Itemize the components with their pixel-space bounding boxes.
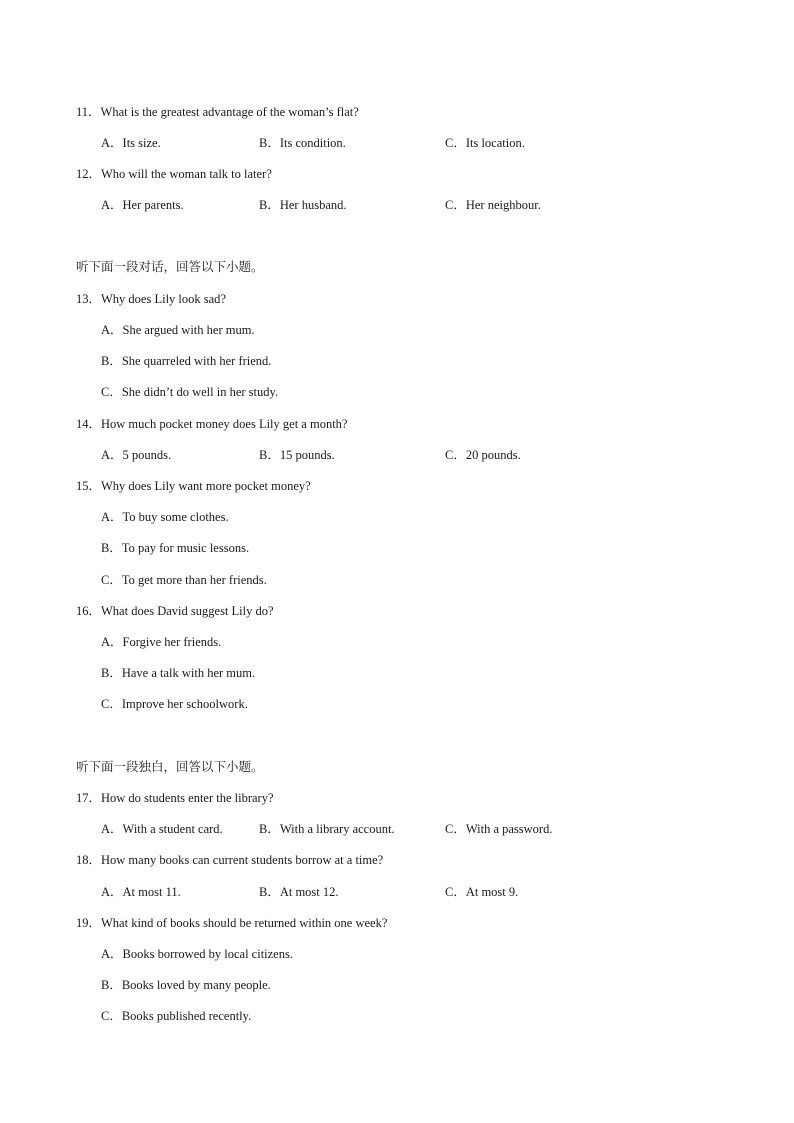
option-c: C．Improve her schoolwork. [101,697,248,711]
question-prompt: 17．How do students enter the library? [76,791,274,805]
question-prompt: 15．Why does Lily want more pocket money? [76,479,311,493]
option-a: A．She argued with her mum. [101,323,255,337]
option-b: B．To pay for music lessons. [101,541,250,555]
option-c: C．To get more than her friends. [101,573,267,587]
option-c: C．20 pounds. [445,448,521,462]
option-b: B．At most 12. [259,885,339,899]
option-c: C．At most 9. [445,885,519,899]
section-heading: 听下面一段对话，回答以下小题。 [76,259,264,274]
option-a: A．Her parents. [101,198,184,212]
question-prompt: 13．Why does Lily look sad? [76,292,226,306]
option-a: A．With a student card. [101,822,223,836]
option-a: A．Its size. [101,136,161,150]
section-heading: 听下面一段独白，回答以下小题。 [76,759,264,774]
option-c: C．She didn’t do well in her study. [101,385,279,399]
option-b: B．Its condition. [259,136,346,150]
question-prompt: 11．What is the greatest advantage of the woman’s flat? [76,105,359,119]
question-prompt: 16．What does David suggest Lily do? [76,604,274,618]
option-c: C．With a password. [445,822,553,836]
option-b: B．She quarreled with her friend. [101,354,272,368]
question-prompt: 19．What kind of books should be returned within one week? [76,916,388,930]
option-b: B．Books loved by many people. [101,978,271,992]
option-c: C．Books published recently. [101,1009,252,1023]
option-a: A．To buy some clothes. [101,510,229,524]
option-a: A．5 pounds. [101,448,172,462]
question-prompt: 14．How much pocket money does Lily get a month? [76,417,348,431]
option-b: B．15 pounds. [259,448,335,462]
option-a: A．At most 11. [101,885,181,899]
option-b: B．Have a talk with her mum. [101,666,256,680]
option-a: A．Forgive her friends. [101,635,222,649]
option-b: B．Her husband. [259,198,347,212]
option-c: C．Her neighbour. [445,198,541,212]
option-b: B．With a library account. [259,822,395,836]
question-prompt: 18．How many books can current students borrow at a time? [76,853,384,867]
option-c: C．Its location. [445,136,525,150]
option-a: A．Books borrowed by local citizens. [101,947,293,961]
question-prompt: 12．Who will the woman talk to later? [76,167,272,181]
